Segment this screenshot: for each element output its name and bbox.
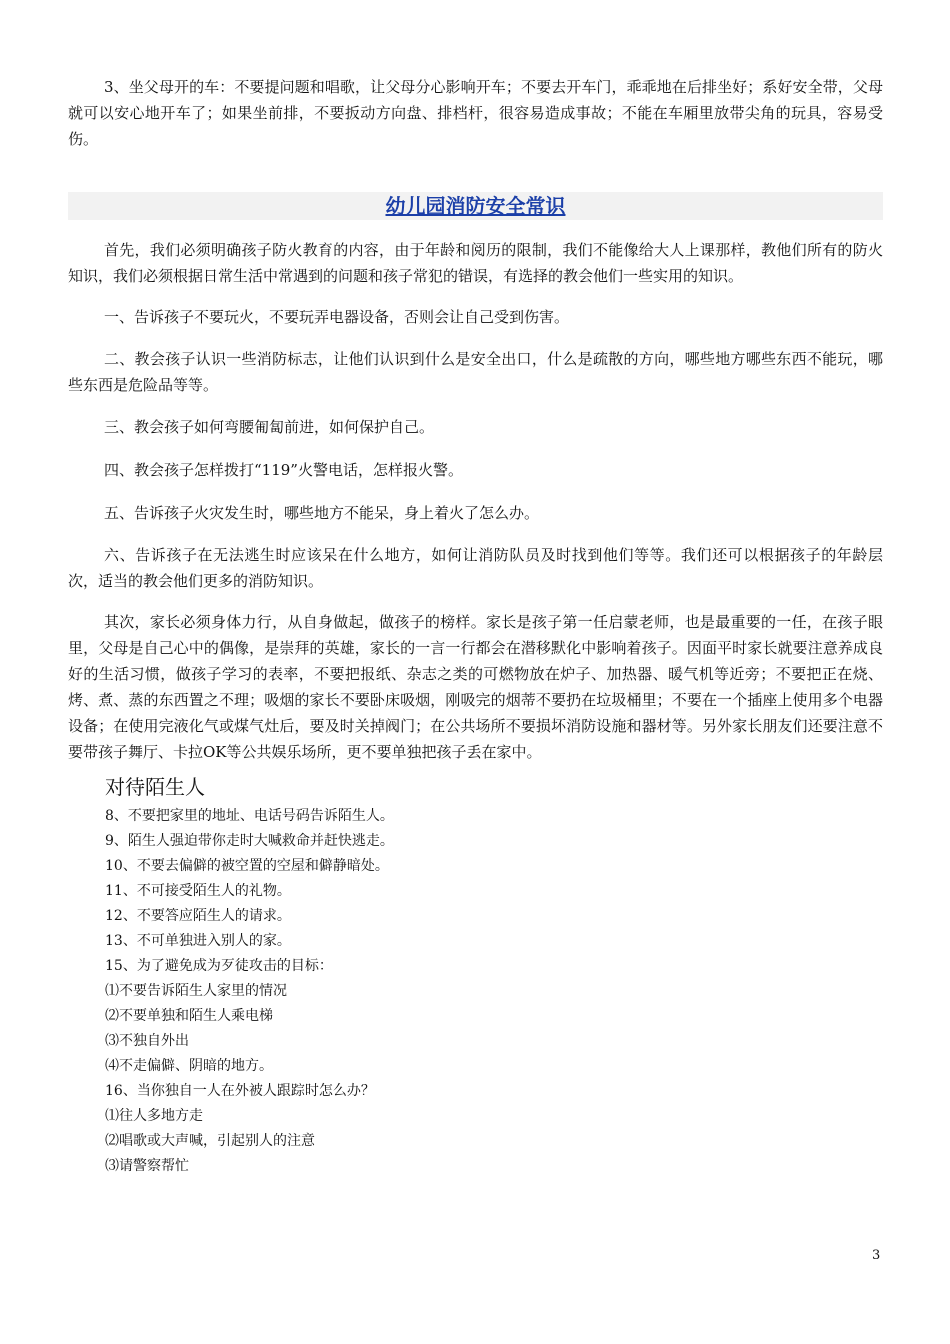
fire-paragraph-point-6: 六、告诉孩子在无法逃生时应该呆在什么地方，如何让消防队员及时找到他们等等。我们还可以根据孩子的年龄层次，适当的教会他们更多的消防知识。 [68, 546, 883, 590]
fire-paragraph-intro: 首先，我们必须明确孩子防火教育的内容，由于年龄和阅历的限制，我们不能像给大人上课那样，教他们所有的防火知识，我们必须根据日常生活中常遇到的问题和孩子常犯的错误，有选择的教会他们一些实用的知识。 [68, 241, 883, 285]
fire-paragraph-point-1: 一、告诉孩子不要玩火，不要玩弄电器设备，否则会让自己受到伤害。 [104, 308, 570, 326]
stranger-section-title: 对待陌生人 [105, 775, 205, 799]
list-item: ⑵唱歌或大声喊，引起别人的注意 [105, 1133, 315, 1149]
list-item: 9、陌生人强迫带你走时大喊救命并赶快逃走。 [105, 833, 394, 849]
list-item: 11、不可接受陌生人的礼物。 [105, 883, 291, 899]
list-item: 13、不可单独进入别人的家。 [105, 933, 291, 949]
list-item: ⑶请警察帮忙 [105, 1158, 189, 1174]
list-item: 16、当你独自一人在外被人跟踪时怎么办？ [105, 1083, 375, 1099]
fire-paragraph-point-4: 四、教会孩子怎样拨打“119”火警电话，怎样报火警。 [104, 461, 463, 479]
fire-paragraph-point-2: 二、教会孩子认识一些消防标志，让他们认识到什么是安全出口，什么是疏散的方向，哪些地方哪些东西不能玩，哪些东西是危险品等等。 [68, 350, 883, 394]
list-item: ⑴不要告诉陌生人家里的情况 [105, 983, 287, 999]
intro-paragraph: 3、坐父母开的车：不要提问题和唱歌，让父母分心影响开车；不要去开车门，乖乖地在后排坐好；系好安全带，父母就可以安心地开车了；如果坐前排，不要扳动方向盘、排档杆，很容易造成事故；不能在车厢里放带尖角的玩具，容易受伤。 [68, 78, 883, 148]
list-item: ⑵不要单独和陌生人乘电梯 [105, 1008, 273, 1024]
fire-paragraph-point-5: 五、告诉孩子火灾发生时，哪些地方不能呆，身上着火了怎么办。 [104, 504, 540, 522]
page-number: 3 [872, 1248, 881, 1263]
list-item: ⑷不走偏僻、阴暗的地方。 [105, 1058, 273, 1074]
list-item: ⑶不独自外出 [105, 1033, 189, 1049]
fire-paragraph-parents: 其次，家长必须身体力行，从自身做起，做孩子的榜样。家长是孩子第一任启蒙老师，也是最重要的一任，在孩子眼里，父母是自己心中的偶像，是崇拜的英雄，家长的一言一行都会在潜移默化中影响着孩子。因面平时家长就要注意养成良好的生活习惯，做孩子学习的表率，不要把报纸、杂志之类的可燃物放在炉子、加热器、暖气机等近旁；不要把正在烧、烤、煮、蒸的东西置之不理；吸烟的家长不要卧床吸烟，刚吸完的烟蒂不要扔在垃圾桶里；不要在一个插座上使用多个电器设备；在使用完液化气或煤气灶后，要及时关掉阀门；在公共场所不要损坏消防设施和器材等。另外家长朋友们还要注意不要带孩子舞厅、卡拉OK等公共娱乐场所，更不要单独把孩子丢在家中。 [68, 613, 883, 761]
list-item: 12、不要答应陌生人的请求。 [105, 908, 291, 924]
list-item: ⑴往人多地方走 [105, 1108, 203, 1124]
list-item: 8、不要把家里的地址、电话号码告诉陌生人。 [105, 808, 394, 824]
fire-section-title: 幼儿园消防安全常识 [385, 194, 566, 218]
stranger-rules-list [105, 804, 394, 1179]
list-item: 15、为了避免成为歹徒攻击的目标： [105, 958, 333, 974]
fire-section-heading-bar [68, 192, 883, 220]
list-item: 10、不要去偏僻的被空置的空屋和僻静暗处。 [105, 858, 389, 874]
fire-paragraph-point-3: 三、教会孩子如何弯腰匍匐前进，如何保护自己。 [104, 418, 435, 436]
